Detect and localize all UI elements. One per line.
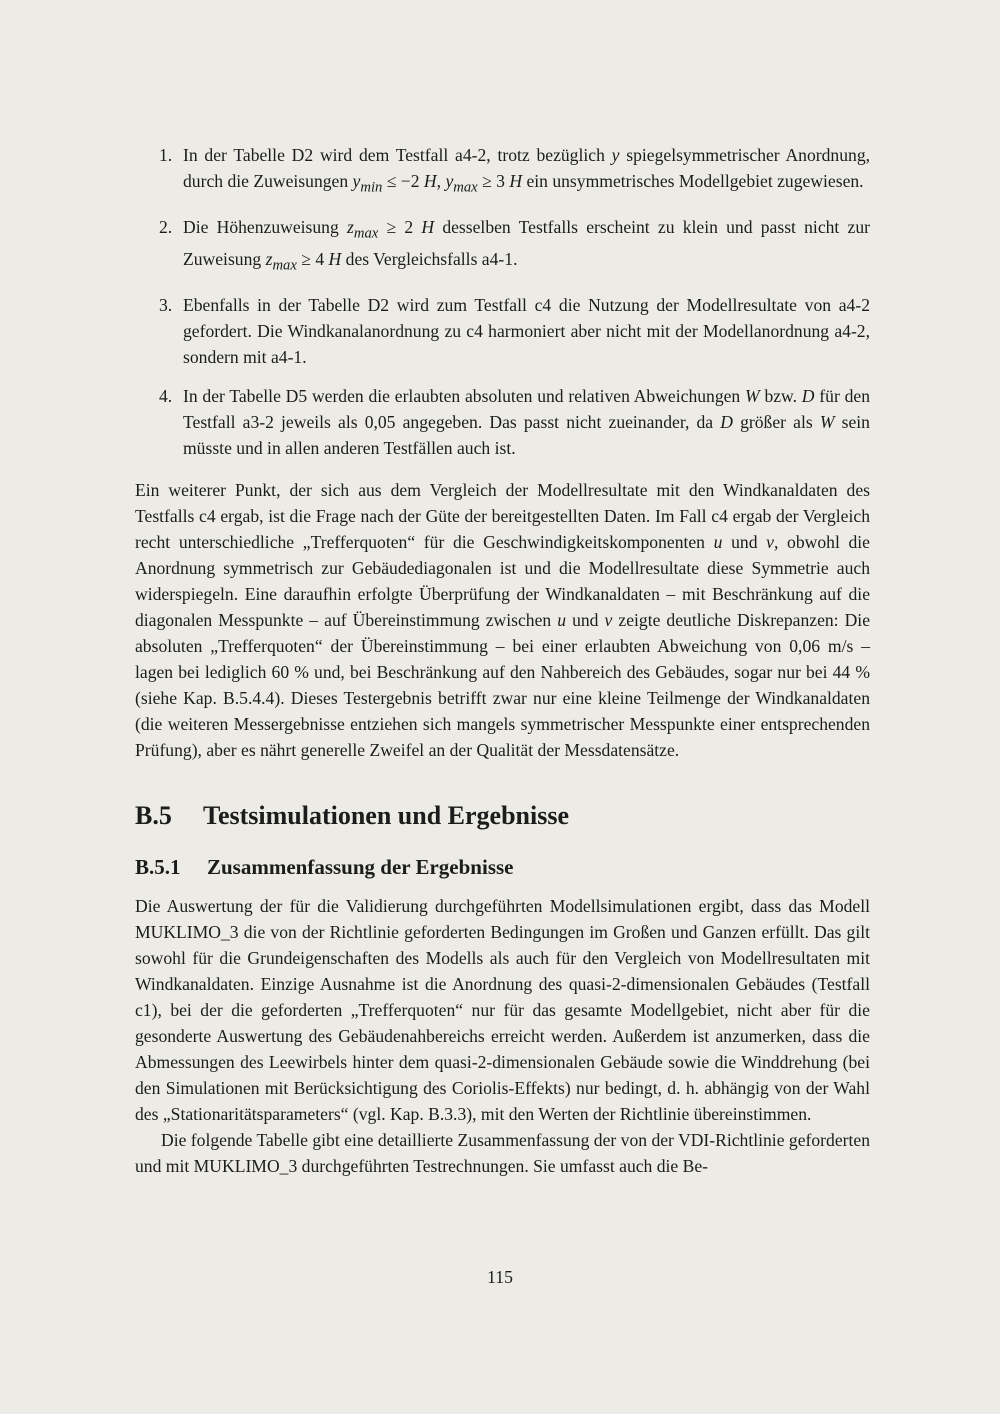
list-item-text: Ebenfalls in der Tabelle D2 wird zum Testfall c4 die Nutzung der Modellresultate von a4-2 gefordert. Die Windkanalanordnung zu c4 harmoniert aber nicht mit der Modellanordnung a4-2, sondern mit a4-1.: [183, 294, 870, 367]
math-variable: u: [557, 609, 567, 630]
math-variable: y: [352, 171, 361, 191]
list-item-text: In der Tabelle D2 wird dem Testfall a4-2, trotz bezüglich y spiegelsymmetrischer Anordnung, durch die Zuweisungen $y_{min} \le -2$ H, $y_{max} \ge 3$ H ein unsymmetrisches Modellgebiet zugewiesen.: [183, 145, 871, 196]
list-item-number: 4.: [159, 385, 173, 406]
math-variable: W: [745, 385, 760, 406]
section-title: Testsimulationen und Ergebnisse: [203, 800, 570, 830]
math-variable: y: [445, 171, 454, 191]
math-subscript: max: [353, 225, 379, 242]
math-variable: z: [265, 249, 273, 270]
list-item-number: 1.: [159, 145, 173, 165]
math-subscript: min: [360, 179, 383, 196]
math-variable: z: [347, 216, 354, 237]
section-heading: [135, 799, 870, 833]
list-item-text: In der Tabelle D5 werden die erlaubten absoluten und relativen Abweichungen W bzw. D für den Testfall a3-2 jeweils als 0,05 angegeben. Das passt nicht zueinander, da D größer als W sein müsste und in allen anderen Testfällen auch ist.: [183, 385, 870, 458]
math-variable: H: [421, 216, 435, 237]
section-number: B.5: [135, 800, 172, 830]
page-content: [135, 142, 870, 1179]
list-item-number: 3.: [159, 294, 173, 315]
math-variable: H: [328, 249, 342, 270]
subsection-title: Zusammenfassung der Ergebnisse: [207, 854, 514, 879]
subsection-number: B.5.1: [135, 854, 181, 879]
math-variable: u: [713, 531, 723, 552]
math-subscript: max: [453, 179, 478, 196]
math-variable: D: [720, 411, 733, 432]
math-variable: H: [423, 171, 437, 191]
issue-list: [135, 142, 870, 461]
list-item: [135, 142, 870, 201]
math-variable: D: [801, 385, 815, 406]
math-variable: v: [604, 609, 613, 630]
paragraph-table-intro: Die folgende Tabelle gibt eine detaillierte Zusammenfassung der von der VDI-Richtlinie geforderten und mit MUKLIMO_3 durchgeführten Testrechnungen. Sie umfasst auch die Be-: [135, 1129, 870, 1176]
list-item-number: 2.: [159, 216, 173, 237]
paragraph-summary: Die Auswertung der für die Validierung durchgeführten Modellsimulationen ergibt, dass das Modell MUKLIMO_3 die von der Richtlinie geforderten Bedingungen im Großen und Ganzen erfüllt. Das gilt sowohl für die Grundeigenschaften des Modells als auch für den Vergleich von Modellresultaten mit Windkanaldaten. Einzige Ausnahme ist die Anordnung des quasi-2-dimensionalen Gebäudes (Testfall c1), bei der die geforderten „Trefferquoten“ nur für das gesamte Modellgebiet, nicht aber für die gesonderte Auswertung des Gebäudenahbereichs erreicht werden. Außerdem ist anzumerken, dass die Abmessungen des Leewirbels hinter dem quasi-2-dimensionalen Gebäude sowie die Winddrehung (bei den Simulationen mit Berücksichtigung des Coriolis-Effekts) nur bedingt, d. h. abhängig von der Wahl des „Stationaritätsparameters“ (vgl. Kap. B.3.3), mit den Werten der Richtlinie übereinstimmen.: [135, 895, 870, 1124]
math-variable: W: [819, 411, 835, 432]
list-item: [135, 214, 870, 279]
paragraph-data-quality: Ein weiterer Punkt, der sich aus dem Vergleich der Modellresultate mit den Windkanaldaten des Testfalls c4 ergab, ist die Frage nach der Güte der bereitgestellten Daten. Im Fall c4 ergab der Vergleich recht unterschiedliche „Trefferquoten“ für die Geschwindigkeitskomponenten u und v, obwohl die Anordnung symmetrisch zur Gebäudediagonalen ist und die Modellresultate diese Symmetrie auch widerspiegeln. Eine daraufhin erfolgte Überprüfung der Windkanaldaten – mit Beschränkung auf die diagonalen Messpunkte – auf Übereinstimmung zwischen u und v zeigte deutliche Diskrepanzen: Die absoluten „Trefferquoten“ der Übereinstimmung – bei einer erlaubten Abweichung von 0,06 m/s – lagen bei lediglich 60 % und, bei Beschränkung auf den Nahbereich des Gebäudes, sogar nur bei 44 % (siehe Kap. B.5.4.4). Dieses Testergebnis betrifft zwar nur eine kleine Teilmenge der Windkanaldaten (die weiteren Messergebnisse entziehen sich mangels symmetrischer Messpunkte einer entsprechenden Prüfung), aber es nährt generelle Zweifel an der Qualität der Messdatensätze.: [135, 479, 871, 760]
list-item: [135, 292, 870, 370]
subsection-heading: [135, 853, 870, 881]
list-item: [135, 383, 870, 461]
math-variable: H: [509, 171, 523, 191]
page-number: 115: [487, 1267, 513, 1287]
math-variable: y: [611, 145, 620, 165]
list-item-text: Die Höhenzuweisung $z_{max} \ge 2$ H desselben Testfalls erscheint zu klein und passt nicht zur Zuweisung $z_{max} \ge 4$ H des Vergleichsfalls a4-1.: [183, 216, 871, 274]
math-subscript: max: [272, 257, 297, 274]
math-variable: v: [766, 531, 774, 552]
